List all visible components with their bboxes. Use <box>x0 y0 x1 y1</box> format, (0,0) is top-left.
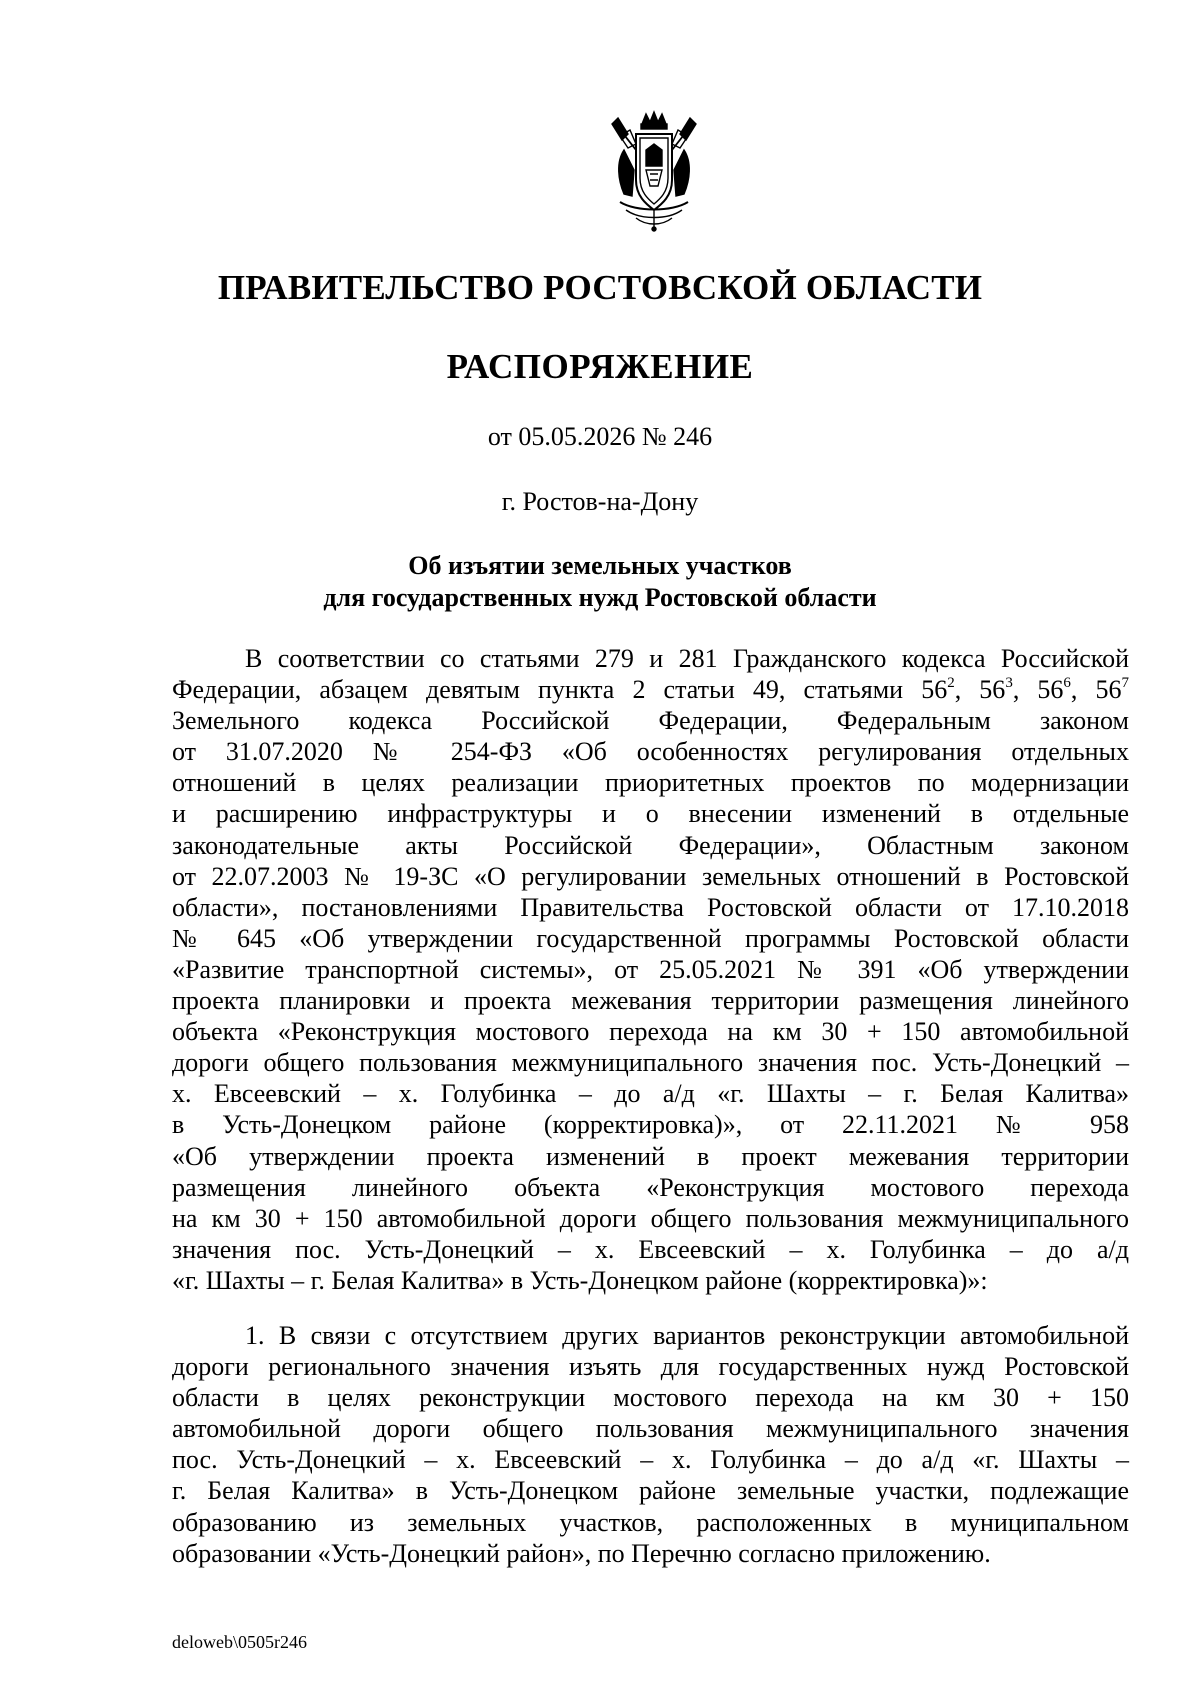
text-line: Земельного кодекса Российской Федерации, Федеральным законом <box>172 706 1129 736</box>
text-line: г. Белая Калитва» в Усть-Донецком районе земельные участки, подлежащие <box>172 1476 1129 1506</box>
document-subject <box>0 550 1200 614</box>
text-line: В соответствии со статьями 279 и 281 Гражданского кодекса Российской <box>245 644 1129 673</box>
item-1-paragraph <box>172 1320 1129 1569</box>
text-line: дороги общего пользования межмуниципального значения пос. Усть-Донецкий – <box>172 1048 1129 1078</box>
text-line: автомобильной дороги общего пользования межмуниципального значения <box>172 1414 1129 1444</box>
text-line: от 22.07.2003 № 19-ЗС «О регулировании земельных отношений в Ростовской <box>172 861 1129 891</box>
organization-title: ПРАВИТЕЛЬСТВО РОСТОВСКОЙ ОБЛАСТИ <box>217 268 983 307</box>
document-place: г. Ростов-на-Дону <box>501 487 699 516</box>
preamble-paragraph <box>172 643 1129 1296</box>
text-line: «Об утверждении проекта изменений в проект межевания территории <box>172 1141 1129 1171</box>
text-line: отношений в целях реализации приоритетных проектов по модернизации <box>172 768 1129 798</box>
text-line: № 645 «Об утверждении государственной программы Ростовской области <box>172 923 1129 953</box>
text-line: объекта «Реконструкция мостового перехода на км 30 + 150 автомобильной <box>172 1017 1129 1047</box>
subject-line: Об изъятии земельных участков <box>408 551 792 580</box>
text-line: образованию из земельных участков, расположенных в муниципальном <box>172 1507 1129 1537</box>
text-line: «г. Шахты – г. Белая Калитва» в Усть-Донецком районе (корректировка)»: <box>172 1265 988 1295</box>
text-line: и расширению инфраструктуры и о внесении изменений в отдельные <box>172 799 1129 829</box>
document-type-heading: РАСПОРЯЖЕНИЕ <box>446 347 754 386</box>
text-line: области», постановлениями Правительства Ростовской области от 17.10.2018 <box>172 892 1129 922</box>
text-line: в Усть-Донецком районе (корректировка)», от 22.11.2021 № 958 <box>172 1110 1129 1140</box>
text-line: х. Евсеевский – х. Голубинка – до а/д «г. Шахты – г. Белая Калитва» <box>172 1079 1129 1109</box>
text-line: размещения линейного объекта «Реконструкция мостового перехода <box>172 1172 1129 1202</box>
text-line: на км 30 + 150 автомобильной дороги общего пользования межмуниципального <box>172 1203 1129 1233</box>
document-date-number: от 05.05.2026 № 246 <box>487 422 713 451</box>
text-line: Федерации, абзацем девятым пункта 2 статьи 49, статьями $56^2$, $56^3$, $56^6$, $56^7$ <box>172 675 1130 705</box>
text-line: значения пос. Усть-Донецкий – х. Евсеевский – х. Голубинка – до а/д <box>172 1234 1129 1264</box>
file-code-footer: deloweb\0505r246 <box>172 1632 307 1652</box>
text-line: проекта планировки и проекта межевания территории размещения линейного <box>172 986 1129 1016</box>
coat-of-arms-icon <box>606 110 702 232</box>
text-line: образовании «Усть-Донецкий район», по Перечню согласно приложению. <box>172 1538 991 1568</box>
text-line: 1. В связи с отсутствием других вариантов реконструкции автомобильной <box>245 1321 1129 1350</box>
text-line: пос. Усть-Донецкий – х. Евсеевский – х. Голубинка – до а/д «г. Шахты – <box>172 1445 1129 1475</box>
text-line: от 31.07.2020 № 254-ФЗ «Об особенностях регулирования отдельных <box>172 737 1129 767</box>
text-line: области в целях реконструкции мостового перехода на км 30 + 150 <box>172 1383 1129 1413</box>
text-line: законодательные акты Российской Федерации», Областным законом <box>172 830 1129 860</box>
text-line: «Развитие транспортной системы», от 25.05.2021 № 391 «Об утверждении <box>172 954 1129 984</box>
subject-line: для государственных нужд Ростовской области <box>323 583 877 612</box>
text-line: дороги регионального значения изъять для государственных нужд Ростовской <box>172 1352 1129 1382</box>
